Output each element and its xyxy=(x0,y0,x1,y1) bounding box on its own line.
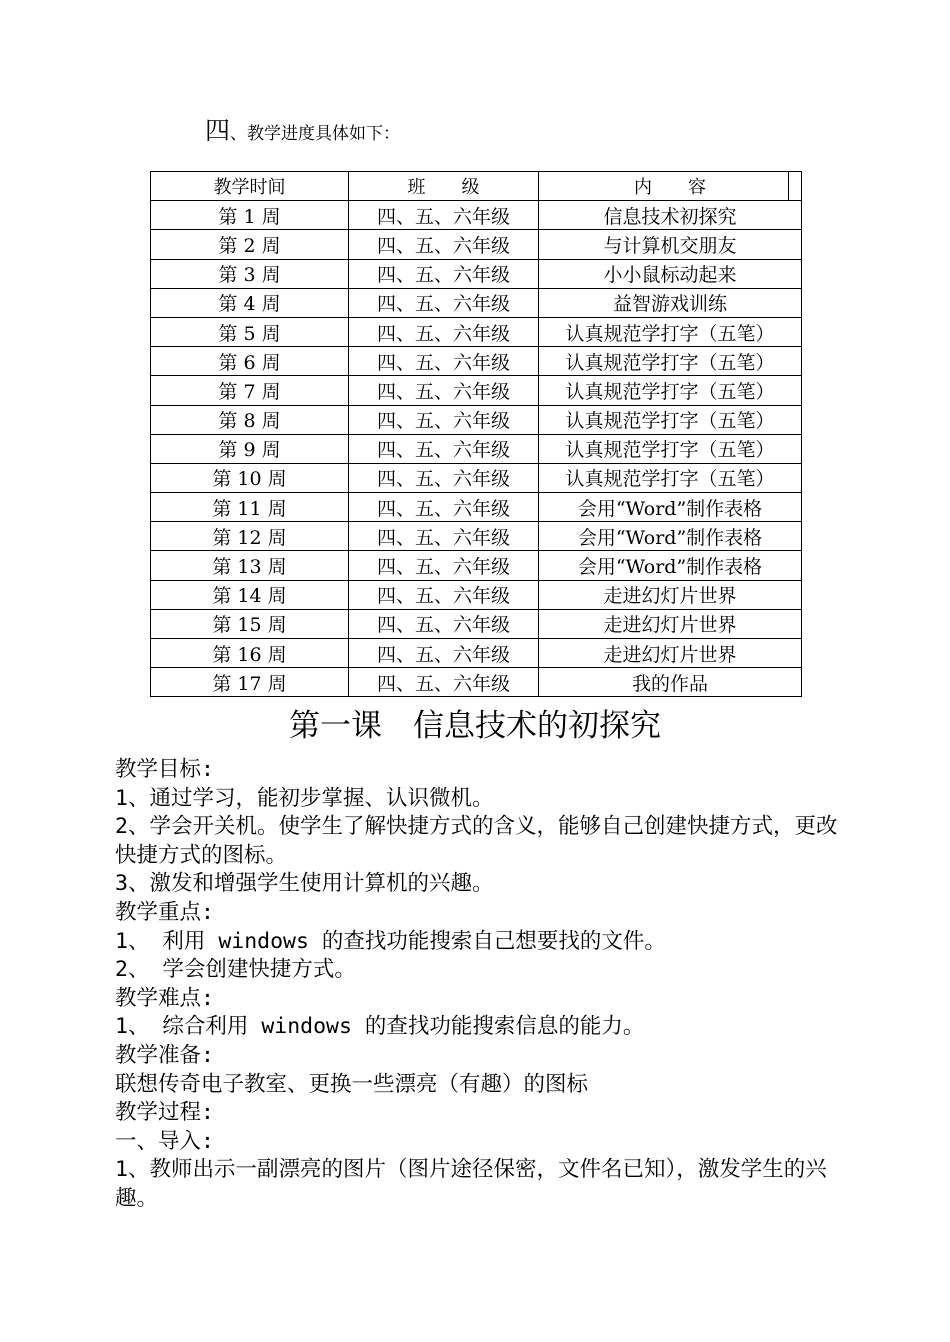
cell-content: 与计算机交朋友 xyxy=(539,230,802,259)
cell-time: 第 13 周 xyxy=(151,551,349,580)
lesson-title: 第一课 信息技术的初探究 xyxy=(289,708,661,744)
table-row xyxy=(151,376,802,405)
cell-content: 认真规范学打字（五笔） xyxy=(539,434,802,463)
lesson-line: 一、导入: xyxy=(115,1128,214,1154)
cell-class: 四、五、六年级 xyxy=(349,288,539,317)
schedule-heading xyxy=(205,116,400,149)
cell-content: 我的作品 xyxy=(539,668,802,697)
lesson-line: 3、激发和增强学生使用计算机的兴趣。 xyxy=(115,871,494,897)
lesson-line: 1、 利用 windows 的查找功能搜索自己想要找的文件。 xyxy=(115,928,666,954)
cell-time: 第 2 周 xyxy=(151,230,349,259)
cell-class: 四、五、六年级 xyxy=(349,317,539,346)
lesson-line: 1、通过学习，能初步掌握、认识微机。 xyxy=(115,785,494,811)
cell-class: 四、五、六年级 xyxy=(349,376,539,405)
cell-time: 第 12 周 xyxy=(151,522,349,551)
cell-time: 第 15 周 xyxy=(151,609,349,638)
table-row xyxy=(151,347,802,376)
header-class: 班 级 xyxy=(349,172,539,201)
cell-class: 四、五、六年级 xyxy=(349,259,539,288)
cell-content: 认真规范学打字（五笔） xyxy=(539,376,802,405)
cell-time: 第 16 周 xyxy=(151,639,349,668)
cell-content: 会用“Word”制作表格 xyxy=(539,522,802,551)
table-row xyxy=(151,405,802,434)
cell-content: 走进幻灯片世界 xyxy=(539,639,802,668)
table-row xyxy=(151,551,802,580)
lesson-line: 教学过程: xyxy=(115,1100,214,1126)
cell-class: 四、五、六年级 xyxy=(349,493,539,522)
cell-content: 会用“Word”制作表格 xyxy=(539,551,802,580)
lesson-line: 教学目标: xyxy=(115,757,214,782)
lesson-line: 教学重点: xyxy=(115,899,214,925)
table-header-row xyxy=(151,172,802,201)
cell-content: 认真规范学打字（五笔） xyxy=(539,317,802,346)
cell-class: 四、五、六年级 xyxy=(349,347,539,376)
header-content: 内 容 xyxy=(539,172,802,201)
cell-content: 会用“Word”制作表格 xyxy=(539,493,802,522)
table-row xyxy=(151,493,802,522)
cell-class: 四、五、六年级 xyxy=(349,434,539,463)
cell-time: 第 6 周 xyxy=(151,347,349,376)
lesson-line: 教学准备: xyxy=(115,1042,214,1068)
cell-content: 走进幻灯片世界 xyxy=(539,609,802,638)
table-row xyxy=(151,317,802,346)
table-row xyxy=(151,259,802,288)
table-row xyxy=(151,434,802,463)
cell-content: 走进幻灯片世界 xyxy=(539,580,802,609)
teaching-schedule-table xyxy=(150,171,802,697)
cell-class: 四、五、六年级 xyxy=(349,463,539,492)
table-row xyxy=(151,639,802,668)
cell-content: 认真规范学打字（五笔） xyxy=(539,405,802,434)
cell-time: 第 1 周 xyxy=(151,201,349,230)
cell-time: 第 5 周 xyxy=(151,317,349,346)
table-row xyxy=(151,230,802,259)
cell-content: 益智游戏训练 xyxy=(539,288,802,317)
lesson-line: 教学难点: xyxy=(115,985,214,1011)
cell-time: 第 8 周 xyxy=(151,405,349,434)
cell-time: 第 7 周 xyxy=(151,376,349,405)
cell-time: 第 3 周 xyxy=(151,259,349,288)
table-row xyxy=(151,463,802,492)
table-row xyxy=(151,522,802,551)
cell-time: 第 17 周 xyxy=(151,668,349,697)
table-row xyxy=(151,288,802,317)
lesson-line: 1、教师出示一副漂亮的图片（图片途径保密，文件名已知），激发学生的兴趣。 xyxy=(115,1157,827,1211)
table-body xyxy=(151,201,802,697)
header-time: 教学时间 xyxy=(151,172,349,201)
cell-class: 四、五、六年级 xyxy=(349,580,539,609)
cell-class: 四、五、六年级 xyxy=(349,609,539,638)
cell-class: 四、五、六年级 xyxy=(349,230,539,259)
cell-class: 四、五、六年级 xyxy=(349,201,539,230)
cell-time: 第 10 周 xyxy=(151,463,349,492)
lesson-line: 联想传奇电子教室、更换一些漂亮（有趣）的图标 xyxy=(115,1071,589,1097)
cell-time: 第 4 周 xyxy=(151,288,349,317)
table-row xyxy=(151,609,802,638)
table-row xyxy=(151,201,802,230)
cell-class: 四、五、六年级 xyxy=(349,551,539,580)
cell-content: 认真规范学打字（五笔） xyxy=(539,347,802,376)
table-row xyxy=(151,580,802,609)
cell-time: 第 9 周 xyxy=(151,434,349,463)
cell-time: 第 11 周 xyxy=(151,493,349,522)
cell-content: 小小鼠标动起来 xyxy=(539,259,802,288)
cell-time: 第 14 周 xyxy=(151,580,349,609)
schedule-heading-number: 四 xyxy=(205,116,231,145)
cell-class: 四、五、六年级 xyxy=(349,668,539,697)
lesson-line: 2、学会开关机。使学生了解快捷方式的含义，能够自己创建快捷方式，更改快捷方式的图标。 xyxy=(115,814,838,868)
table-row xyxy=(151,668,802,697)
cell-content: 信息技术初探究 xyxy=(539,201,802,230)
lesson-line: 1、 综合利用 windows 的查找功能搜索信息的能力。 xyxy=(115,1014,645,1040)
schedule-heading-text: 、教学进度具体如下： xyxy=(230,124,401,144)
lesson-line: 2、 学会创建快捷方式。 xyxy=(115,957,356,983)
cell-class: 四、五、六年级 xyxy=(349,405,539,434)
cell-content: 认真规范学打字（五笔） xyxy=(539,463,802,492)
lesson-body xyxy=(115,756,845,1214)
cell-class: 四、五、六年级 xyxy=(349,522,539,551)
cell-class: 四、五、六年级 xyxy=(349,639,539,668)
